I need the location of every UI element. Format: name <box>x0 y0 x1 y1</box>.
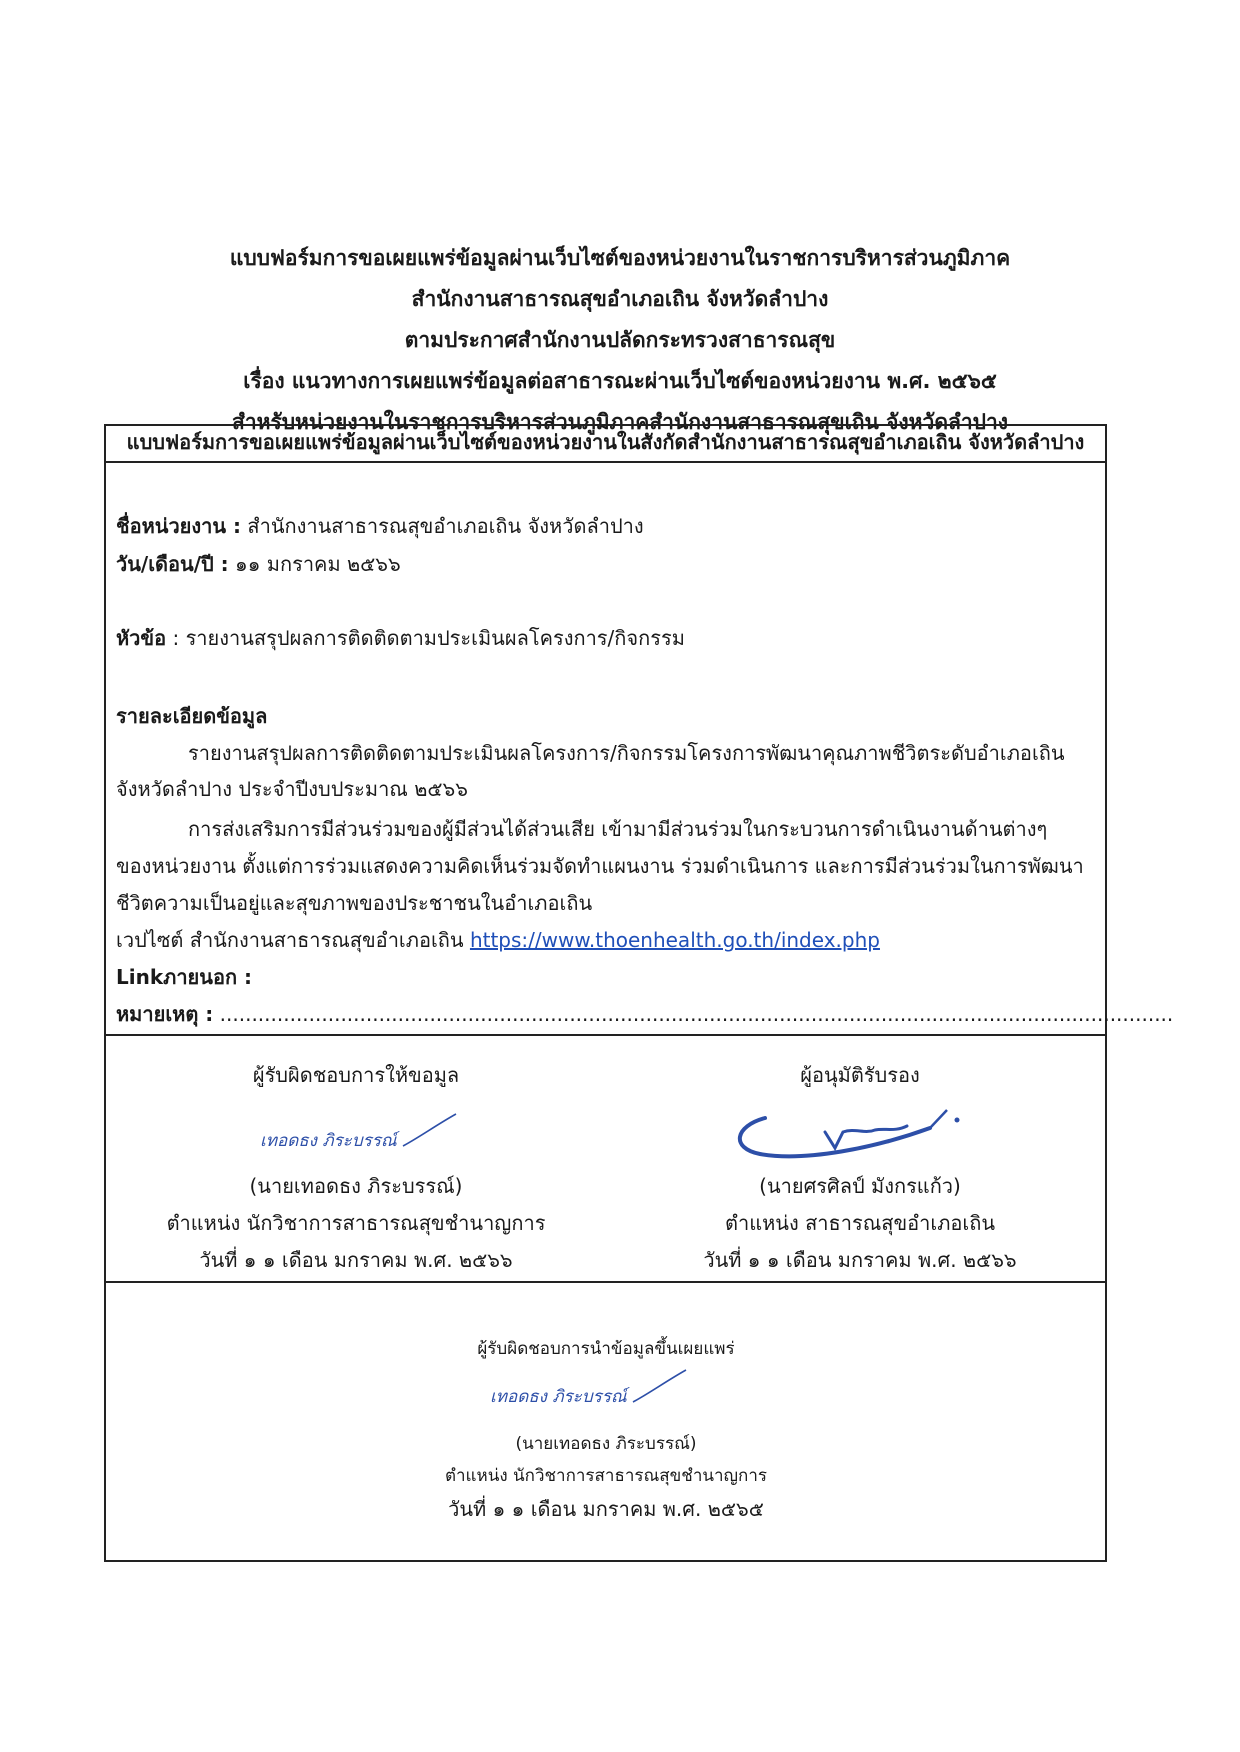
document-header <box>0 238 1240 443</box>
right-signature <box>725 1098 975 1182</box>
date-label: วัน/เดือน/ปี : <box>116 552 229 576</box>
left-signature-text: เทอดธง ภิระบรรณ์ <box>260 1131 397 1151</box>
website-link[interactable]: https://www.thoenhealth.go.th/index.php <box>469 928 880 952</box>
paragraph-2-line-3: ชีวิตความเป็นอยู่และสุขภาพของประชาชนในอำเภอเถิน <box>116 891 593 915</box>
publisher-signature-text: เทอดธง ภิระบรรณ์ <box>490 1387 627 1407</box>
left-signer-name: (นายเทอดธง ภิระบรรณ์) <box>249 1174 463 1198</box>
paragraph-1-line-2: จังหวัดลำปาง ประจำปีงบประมาณ ๒๕๖๖ <box>116 777 468 801</box>
paragraph-2-line-2: ของหน่วยงาน ตั้งแต่การร่วมแสดงความคิดเห็นร่วมจัดทำแผนงาน ร่วมดำเนินการ และการมีส่วนร่วมในการพัฒนา <box>116 854 1084 878</box>
header-line-3: ตามประกาศสำนักงานปลัดกระทรวงสาธารณสุข <box>404 328 836 352</box>
agency-label: ชื่อหน่วยงาน : <box>116 514 242 538</box>
agency-value: สำนักงานสาธารณสุขอำเภอเถิน จังหวัดลำปาง <box>241 514 644 538</box>
publisher-role: ผู้รับผิดชอบการนำข้อมูลขึ้นเผยแพร่ <box>477 1339 735 1359</box>
section-divider <box>104 1034 1107 1036</box>
remark-row <box>116 999 1173 1029</box>
header-line-4: เรื่อง แนวทางการเผยแพร่ข้อมูลต่อสาธารณะผ่านเว็บไซต์ของหน่วยงาน พ.ศ. ๒๕๖๕ <box>243 369 997 393</box>
website-label: เวปไซต์ สำนักงานสาธารณสุขอำเภอเถิน <box>116 928 470 952</box>
header-line-2: สำนักงานสาธารณสุขอำเภอเถิน จังหวัดลำปาง <box>411 287 829 311</box>
left-signer-date: วันที่ ๑ ๑ เดือน มกราคม พ.ศ. ๒๕๖๖ <box>199 1248 513 1272</box>
topic-label: หัวข้อ <box>116 626 167 650</box>
paragraph-2-line-1: การส่งเสริมการมีส่วนร่วมของผู้มีส่วนได้ส่วนเสีย เข้ามามีส่วนร่วมในกระบวนการดำเนินงานด้านต่างๆ <box>188 817 1048 841</box>
date-row <box>116 549 401 579</box>
agency-row <box>116 511 644 541</box>
publisher-name: (นายเทอดธง ภิระบรรณ์) <box>515 1434 697 1454</box>
left-signature <box>258 1106 468 1172</box>
topic-value: : รายงานสรุปผลการติดติดตามประเมินผลโครงการ/กิจกรรม <box>166 626 685 650</box>
remark-dots: ...................................................................................................................................................... <box>213 1002 1174 1026</box>
left-signer-position: ตำแหน่ง นักวิชาการสาธารณสุขชำนาญการ <box>166 1211 546 1235</box>
header-line-5: สำหรับหน่วยงานในราชการบริหารส่วนภูมิภาคสำนักงานสาธารณสุขเถิน จังหวัดลำปาง <box>232 410 1008 434</box>
section-divider <box>104 1281 1107 1283</box>
topic-row <box>116 623 685 653</box>
right-signer-position: ตำแหน่ง สาธารณสุขอำเภอเถิน <box>724 1211 996 1235</box>
publisher-position: ตำแหน่ง นักวิชาการสาธารณสุขชำนาญการ <box>444 1466 768 1486</box>
details-heading: รายละเอียดข้อมูล <box>116 704 268 728</box>
remark-label: หมายเหตุ : <box>116 1002 214 1026</box>
header-line-1: แบบฟอร์มการขอเผยแพร่ข้อมูลผ่านเว็บไซต์ของหน่วยงานในราชการบริหารส่วนภูมิภาค <box>229 246 1011 270</box>
external-link-label: Linkภายนอก : <box>116 965 253 989</box>
publisher-date: วันที่ ๑ ๑ เดือน มกราคม พ.ศ. ๒๕๖๕ <box>448 1497 764 1521</box>
date-value: ๑๑ มกราคม ๒๕๖๖ <box>228 552 401 576</box>
right-signer-name: (นายศรศิลป์ มังกรแก้ว) <box>759 1174 961 1198</box>
publisher-signature <box>488 1362 698 1428</box>
website-row <box>116 925 880 955</box>
right-signer-role: ผู้อนุมัติรับรอง <box>800 1063 920 1087</box>
right-signer-date: วันที่ ๑ ๑ เดือน มกราคม พ.ศ. ๒๕๖๖ <box>703 1248 1017 1272</box>
left-signer-role: ผู้รับผิดชอบการให้ขอมูล <box>252 1063 460 1087</box>
paragraph-1-line-1: รายงานสรุปผลการติดติดตามประเมินผลโครงการ/กิจกรรมโครงการพัฒนาคุณภาพชีวิตระดับอำเภอเถิน <box>188 741 1065 765</box>
form-title: แบบฟอร์มการขอเผยแพร่ข้อมูลผ่านเว็บไซต์ของหน่วยงานในสังกัดสำนักงานสาธารณสุขอำเภอเถิน จังหวัดลำปาง <box>104 424 1107 463</box>
